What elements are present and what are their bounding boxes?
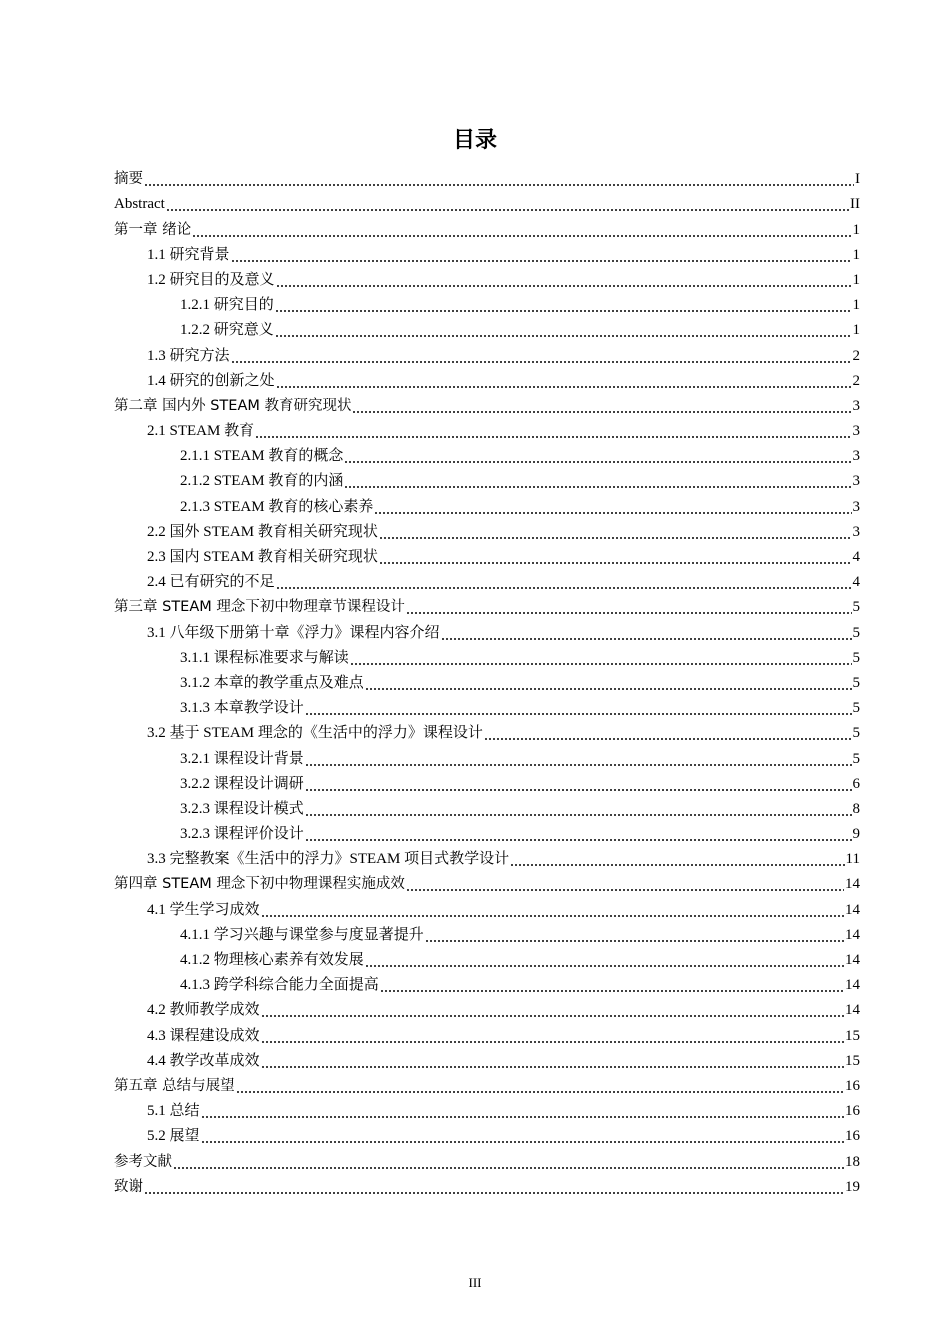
toc-entry[interactable] (114, 192, 860, 217)
toc-entry-page: 3 (852, 473, 860, 490)
dot-leader (305, 789, 852, 791)
toc-entry[interactable] (114, 646, 860, 671)
toc-entry[interactable] (114, 318, 860, 343)
toc-entry-title: 第四章 STEAM 理念下初中物理课程实施成效 (114, 876, 405, 893)
dot-leader (441, 638, 852, 640)
toc-entry[interactable] (114, 369, 860, 394)
toc-entry-title: 4.1.1 学习兴趣与课堂参与度显著提升 (180, 926, 424, 943)
toc-entry-page: 14 (845, 952, 860, 968)
dot-leader (374, 512, 851, 514)
toc-entry-page: 14 (845, 1002, 860, 1019)
toc-entry-title: 5.2 展望 (147, 1128, 200, 1145)
dot-leader (379, 562, 852, 564)
toc-entry[interactable] (114, 293, 860, 318)
dot-leader (352, 411, 851, 413)
toc-entry-title: 第二章 国内外 STEAM 教育研究现状 (114, 397, 352, 414)
dot-leader (425, 940, 844, 942)
toc-entry-title: 1.2.1 研究目的 (180, 297, 274, 314)
dot-leader (344, 486, 851, 488)
dot-leader (276, 587, 852, 589)
toc-entry-page: 4 (852, 574, 860, 591)
toc-entry-title: 2.1.1 STEAM 教育的概念 (180, 448, 344, 465)
toc-entry-title: 致谢 (114, 1178, 143, 1195)
toc-entry-page: 11 (845, 851, 860, 868)
dot-leader (276, 386, 852, 388)
toc-entry-page: I (855, 171, 860, 188)
dot-leader (344, 461, 851, 463)
toc-entry[interactable] (114, 444, 860, 469)
toc-entry[interactable] (114, 217, 860, 242)
toc-entry-page: 1 (852, 322, 860, 339)
dot-leader (231, 260, 852, 262)
page-number: III (468, 1275, 482, 1290)
toc-entry-title: 第三章 STEAM 理念下初中物理章节课程设计 (114, 599, 405, 616)
toc-entry-title: 4.4 教学改革成效 (147, 1052, 260, 1069)
toc-entry[interactable] (114, 494, 860, 519)
toc-entry-page: 14 (845, 977, 860, 994)
toc-entry-page: 18 (845, 1153, 860, 1170)
toc-entry-page: 5 (852, 649, 860, 666)
toc-entry-page: 16 (845, 1128, 860, 1145)
toc-entry-title: 2.2 国外 STEAM 教育相关研究现状 (147, 523, 378, 540)
toc-entry-page: 3 (852, 523, 860, 540)
toc-entry-page: II (850, 196, 860, 213)
dot-leader (236, 1091, 844, 1093)
toc-entry-title: Abstract (114, 196, 165, 213)
toc-entry-title: 4.1.3 跨学科综合能力全面提高 (180, 977, 379, 994)
dot-leader (192, 235, 851, 237)
toc-entry[interactable] (114, 1175, 860, 1200)
toc-entry-page: 3 (852, 397, 860, 414)
toc-entry-page: 5 (852, 674, 860, 691)
toc-entry[interactable] (114, 243, 860, 268)
toc-entry-title: 3.1.2 本章的教学重点及难点 (180, 674, 364, 691)
dot-leader (201, 1141, 844, 1143)
dot-leader (406, 889, 844, 891)
toc-entry-page: 8 (852, 800, 860, 817)
toc-entry-page: 1 (852, 297, 860, 314)
dot-leader (276, 285, 852, 287)
toc-entry[interactable] (114, 1074, 860, 1099)
dot-leader (484, 738, 852, 740)
toc-entry-page: 1 (852, 246, 860, 263)
toc-entry-title: 1.2.2 研究意义 (180, 322, 274, 339)
toc-entry-page: 5 (852, 599, 860, 616)
toc-entry[interactable] (114, 343, 860, 368)
toc-entry-page: 3 (852, 498, 860, 515)
toc-entry[interactable] (114, 797, 860, 822)
toc-entry-page: 16 (845, 1077, 860, 1094)
toc-entry-title: 3.1.1 课程标准要求与解读 (180, 649, 349, 666)
dot-leader (261, 1015, 844, 1017)
dot-leader (173, 1167, 844, 1169)
dot-leader (380, 990, 844, 992)
toc-entry-page: 15 (845, 1027, 860, 1044)
toc-entry-page: 5 (852, 750, 860, 767)
toc-entry-title: 摘要 (114, 171, 143, 188)
toc-entry-title: 3.2.3 课程设计模式 (180, 800, 304, 817)
dot-leader (350, 663, 852, 665)
toc-entry[interactable] (114, 268, 860, 293)
toc-entry[interactable] (114, 746, 860, 771)
toc-entry-title: 3.3 完整教案《生活中的浮力》STEAM 项目式教学设计 (147, 851, 510, 868)
dot-leader (510, 864, 844, 866)
toc-entry-title: 4.1 学生学习成效 (147, 901, 260, 918)
toc-entry[interactable] (114, 545, 860, 570)
toc-entry-page: 3 (852, 423, 860, 440)
dot-leader (305, 814, 852, 816)
toc-entry[interactable] (114, 1049, 860, 1074)
toc-entry-page: 1 (852, 271, 860, 288)
dot-leader (144, 184, 854, 186)
toc-entry-title: 1.4 研究的创新之处 (147, 372, 275, 389)
dot-leader (406, 612, 852, 614)
toc-entry-page: 14 (845, 901, 860, 918)
dot-leader (365, 965, 844, 967)
toc-entry[interactable] (114, 520, 860, 545)
toc-entry-title: 3.2.2 课程设计调研 (180, 775, 304, 792)
dot-leader (275, 310, 852, 312)
toc-entry-page: 1 (852, 221, 860, 238)
toc-entry-title: 1.3 研究方法 (147, 347, 230, 364)
toc-entry[interactable] (114, 822, 860, 847)
toc-entry-title: 第一章 绪论 (114, 221, 192, 238)
dot-leader (305, 839, 852, 841)
toc-entry-page: 5 (852, 725, 860, 742)
dot-leader (261, 1041, 844, 1043)
toc-entry[interactable] (114, 897, 860, 922)
toc-entry-title: 2.4 已有研究的不足 (147, 574, 275, 591)
dot-leader (255, 436, 851, 438)
toc-entry[interactable] (114, 167, 860, 192)
dot-leader (166, 209, 849, 211)
toc-entry-title: 2.1.2 STEAM 教育的内涵 (180, 473, 344, 490)
toc-entry-title: 4.1.2 物理核心素养有效发展 (180, 952, 364, 968)
dot-leader (231, 361, 852, 363)
toc-entry[interactable] (114, 1099, 860, 1124)
toc-entry-title: 2.1.3 STEAM 教育的核心素养 (180, 498, 374, 515)
toc-entry[interactable] (114, 570, 860, 595)
toc-entry-title: 2.3 国内 STEAM 教育相关研究现状 (147, 549, 378, 565)
dot-leader (379, 537, 852, 539)
toc-entry-page: 2 (852, 372, 860, 389)
toc-entry-page: 14 (845, 876, 860, 893)
toc-entry-title: 3.1 八年级下册第十章《浮力》课程内容介绍 (147, 624, 440, 641)
dot-leader (305, 764, 852, 766)
toc-entry-title: 4.3 课程建设成效 (147, 1027, 260, 1044)
toc-entry-title: 2.1 STEAM 教育 (147, 423, 255, 440)
toc-entry-title: 3.2 基于 STEAM 理念的《生活中的浮力》课程设计 (147, 725, 483, 742)
toc-entry-page: 3 (852, 448, 860, 465)
toc-entry[interactable] (114, 847, 860, 872)
toc-entry[interactable] (114, 948, 860, 973)
dot-leader (305, 713, 852, 715)
toc-entry[interactable] (114, 1149, 860, 1174)
toc-entry-title: 4.2 教师教学成效 (147, 1002, 260, 1019)
toc-entry[interactable] (114, 1124, 860, 1149)
dot-leader (261, 915, 844, 917)
toc-entry[interactable] (114, 973, 860, 998)
toc-entry-page: 15 (845, 1052, 860, 1069)
toc-entry-title: 3.1.3 本章教学设计 (180, 700, 304, 717)
toc-entry[interactable] (114, 671, 860, 696)
dot-leader (275, 335, 852, 337)
toc-entry[interactable] (114, 469, 860, 494)
toc-entry-page: 4 (852, 549, 860, 565)
toc-entry-page: 19 (845, 1178, 860, 1195)
toc-entry-title: 3.2.1 课程设计背景 (180, 750, 304, 767)
toc-entry[interactable] (114, 620, 860, 645)
toc-entry-title: 参考文献 (114, 1153, 172, 1170)
toc-entry[interactable] (114, 998, 860, 1023)
toc-entry[interactable] (114, 696, 860, 721)
toc-entry-page: 5 (852, 624, 860, 641)
dot-leader (261, 1066, 844, 1068)
toc-entry[interactable] (114, 1023, 860, 1048)
toc-entry[interactable] (114, 595, 860, 620)
toc-entry[interactable] (114, 923, 860, 948)
toc-entry[interactable] (114, 721, 860, 746)
toc-entry-title: 3.2.3 课程评价设计 (180, 826, 304, 843)
toc-entry-page: 2 (852, 347, 860, 364)
toc-entry-title: 1.2 研究目的及意义 (147, 271, 275, 288)
toc-entry-page: 14 (845, 926, 860, 943)
page-title: 目录 (452, 128, 497, 153)
toc-entry-page: 9 (852, 826, 860, 843)
toc-entry-page: 6 (852, 775, 860, 792)
dot-leader (144, 1192, 844, 1194)
toc-entry-title: 1.1 研究背景 (147, 246, 230, 263)
dot-leader (365, 688, 852, 690)
toc-entry[interactable] (114, 872, 860, 897)
toc-entry[interactable] (114, 772, 860, 797)
toc-entry-title: 5.1 总结 (147, 1103, 200, 1120)
toc-entry-title: 第五章 总结与展望 (114, 1077, 235, 1094)
table-of-contents (114, 167, 860, 1200)
toc-entry[interactable] (114, 419, 860, 444)
toc-entry[interactable] (114, 394, 860, 419)
dot-leader (201, 1116, 844, 1118)
toc-entry-page: 5 (852, 700, 860, 717)
toc-entry-page: 16 (845, 1103, 860, 1120)
